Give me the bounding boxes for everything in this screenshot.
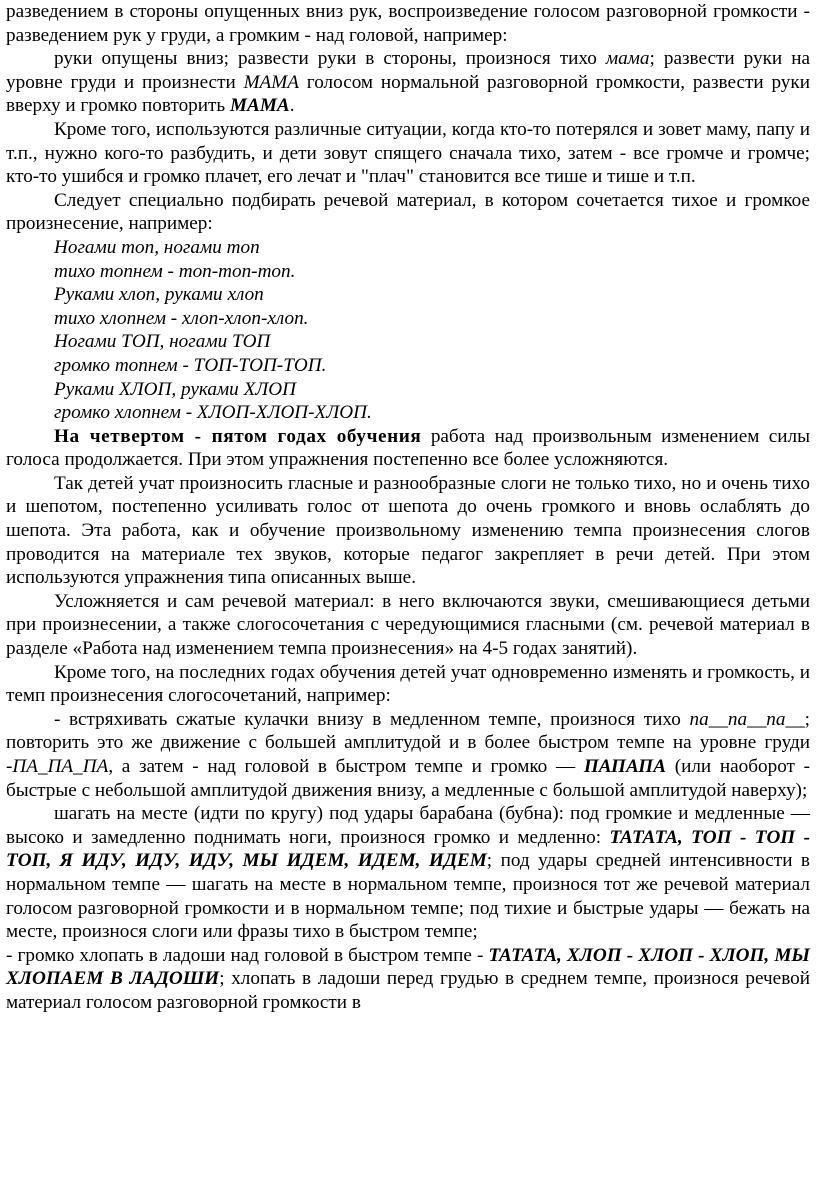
paragraph-8: Кроме того, на последних годах обучения детей учат одновременно изменять и громкость, и темп произнесения слогосочетаний, например: [6, 661, 810, 707]
paragraph-2: руки опущены вниз; развести руки в стороны, произнося тихо мама; развести руки на уровне груди и произнести МАМА голосом нормальной разговорной громкости, развести руки вверху и громко повторить МАМА. [6, 48, 810, 117]
paragraph-6: Так детей учат произносить гласные и разнообразные слоги не только тихо, но и очень тихо и шепотом, постепенно усиливать голос от шепота до очень громкого и вновь ослаблять до шепота. Эта работа, как и обучение произвольному изменению темпа произнесения слогов проводится на материале тех звуков, которые педагог закрепляет в речи детей. При этом используются упражнения типа описанных выше. [6, 472, 810, 589]
paragraph-7: Усложняется и сам речевой материал: в него включаются звуки, смешивающиеся детьми при произнесении, а также слогосочетания с чередующимися гласными (см. речевой материал в разделе «Работа над изменением темпа произнесения» на 4-5 годах занятий). [6, 590, 810, 660]
verse-line: тихо хлопнем - хлоп-хлоп-хлоп. [54, 307, 309, 329]
document-page [6, 0, 810, 1015]
verse-line: Руками хлоп, руками хлоп [54, 284, 264, 306]
paragraph-11: - громко хлопать в ладоши над головой в быстром темпе - ТАТАТА, ХЛОП - ХЛОП - ХЛОП, МЫ ХЛОПАЕМ В ЛАДОШИ; хлопать в ладоши перед грудью в среднем темпе, произнося речевой материал голосом разговорной громкости в [6, 944, 810, 1013]
paragraph-1: разведением в стороны опущенных вниз рук, воспроизведение голосом разговорной громкости - разведением рук у груди, а громким - над головой, например: [6, 1, 810, 46]
verse-line: громко хлопнем - ХЛОП-ХЛОП-ХЛОП. [54, 402, 372, 424]
verse-line: Ногами топ, ногами топ [54, 236, 260, 258]
verse-line: громко топнем - ТОП-ТОП-ТОП. [54, 354, 327, 376]
section-heading: На четвертом - пятом годах обучения [54, 425, 422, 447]
verse-line: Ногами ТОП, ногами ТОП [54, 331, 271, 353]
verse-line: тихо топнем - топ-топ-топ. [54, 260, 296, 282]
paragraph-10: шагать на месте (идти по кругу) под удары барабана (бубна): под громкие и медленные — высоко и замедленно поднимать ноги, произнося громко и медленно: ТАТАТА, ТОП - ТОП - ТОП, Я ИДУ, ИДУ, ИДУ, МЫ ИДЕМ, ИДЕМ, ИДЕМ; под удары средней интенсивности в нормальном темпе — шагать на месте в нормальном темпе, произнося тот же речевой материал голосом разговорной громкости и в нормальном темпе; под тихие и быстрые удары — бежать на месте, произнося слоги или фразы тихо в быстром темпе; [6, 803, 810, 943]
verse-line: Руками ХЛОП, руками ХЛОП [54, 378, 296, 400]
paragraph-5: На четвертом - пятом годах обучения работа над произвольным изменением силы голоса продолжается. При этом упражнения постепенно все более усложняются. [6, 425, 811, 471]
paragraph-3: Кроме того, используются различные ситуации, когда кто-то потерялся и зовет маму, папу и т.п., нужно кого-то разбудить, и дети зовут спящего сначала тихо, затем - все громче и громче; кто-то ушибся и громко плачет, его лечат и "плач" становится все тише и тише и т.п. [6, 118, 810, 188]
paragraph-4: Следует специально подбирать речевой материал, в котором сочетается тихое и громкое произнесение, например: [6, 189, 810, 235]
verse-block [6, 236, 810, 425]
paragraph-9: - встряхивать сжатые кулачки внизу в медленном темпе, произнося тихо па__па__па__; повторить это же движение с большей амплитудой и в более быстром темпе на уровне груди -ПА_ПА_ПА, а затем - над головой в быстром темпе и громко — ПАПАПА (или наоборот - быстрые с небольшой амплитудой движения внизу, а медленные с большой амплитудой наверху); [6, 708, 810, 801]
